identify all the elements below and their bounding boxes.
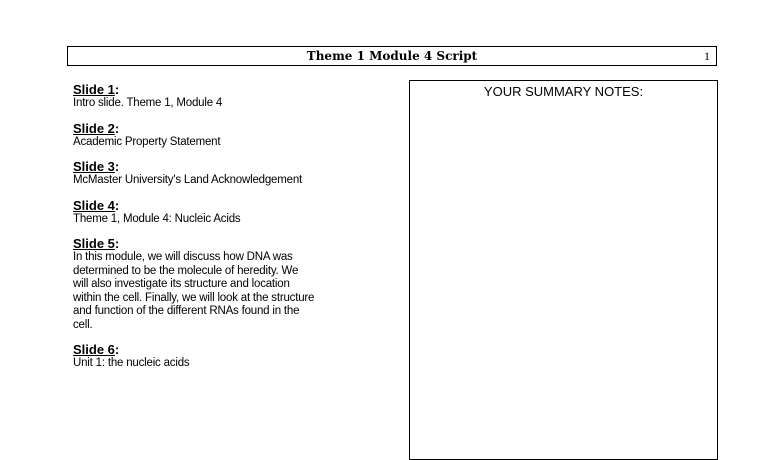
slide-heading: Slide 6:	[73, 342, 120, 357]
page-number: 1	[704, 49, 710, 63]
slide-text: McMaster University's Land Acknowledgement	[73, 174, 303, 186]
summary-notes-box[interactable]	[409, 80, 718, 460]
document-title: Theme 1 Module 4 Script	[306, 49, 478, 63]
slide-entry	[73, 159, 378, 188]
slide-text: Theme 1, Module 4: Nucleic Acids	[73, 212, 241, 225]
slide-entry	[73, 198, 378, 227]
slide-heading: Slide 4:	[73, 197, 120, 213]
slide-text: Intro slide. Theme 1, Module 4	[73, 97, 223, 109]
slide-heading: Slide 5:	[73, 236, 120, 251]
slide-text: Academic Property Statement	[73, 135, 221, 148]
slide-heading: Slide 3:	[73, 159, 120, 174]
slide-entry	[73, 236, 378, 332]
slide-heading: Slide 2:	[73, 120, 120, 136]
page-header	[67, 46, 717, 66]
slide-text: Unit 1: the nucleic acids	[73, 357, 190, 369]
slide-list	[73, 82, 378, 381]
slide-text: In this module, we will discuss how DNA was determined to be the molecule of heredity. We will also investigate its structure and location within the cell. Finally, we will look at the structure and function of the different RNAs found in the cell.	[73, 251, 315, 331]
slide-entry	[73, 342, 378, 371]
slide-heading: Slide 1:	[73, 82, 120, 97]
slide-entry	[73, 121, 378, 150]
summary-notes-title: YOUR SUMMARY NOTES:	[483, 84, 644, 99]
slide-entry	[73, 82, 378, 111]
